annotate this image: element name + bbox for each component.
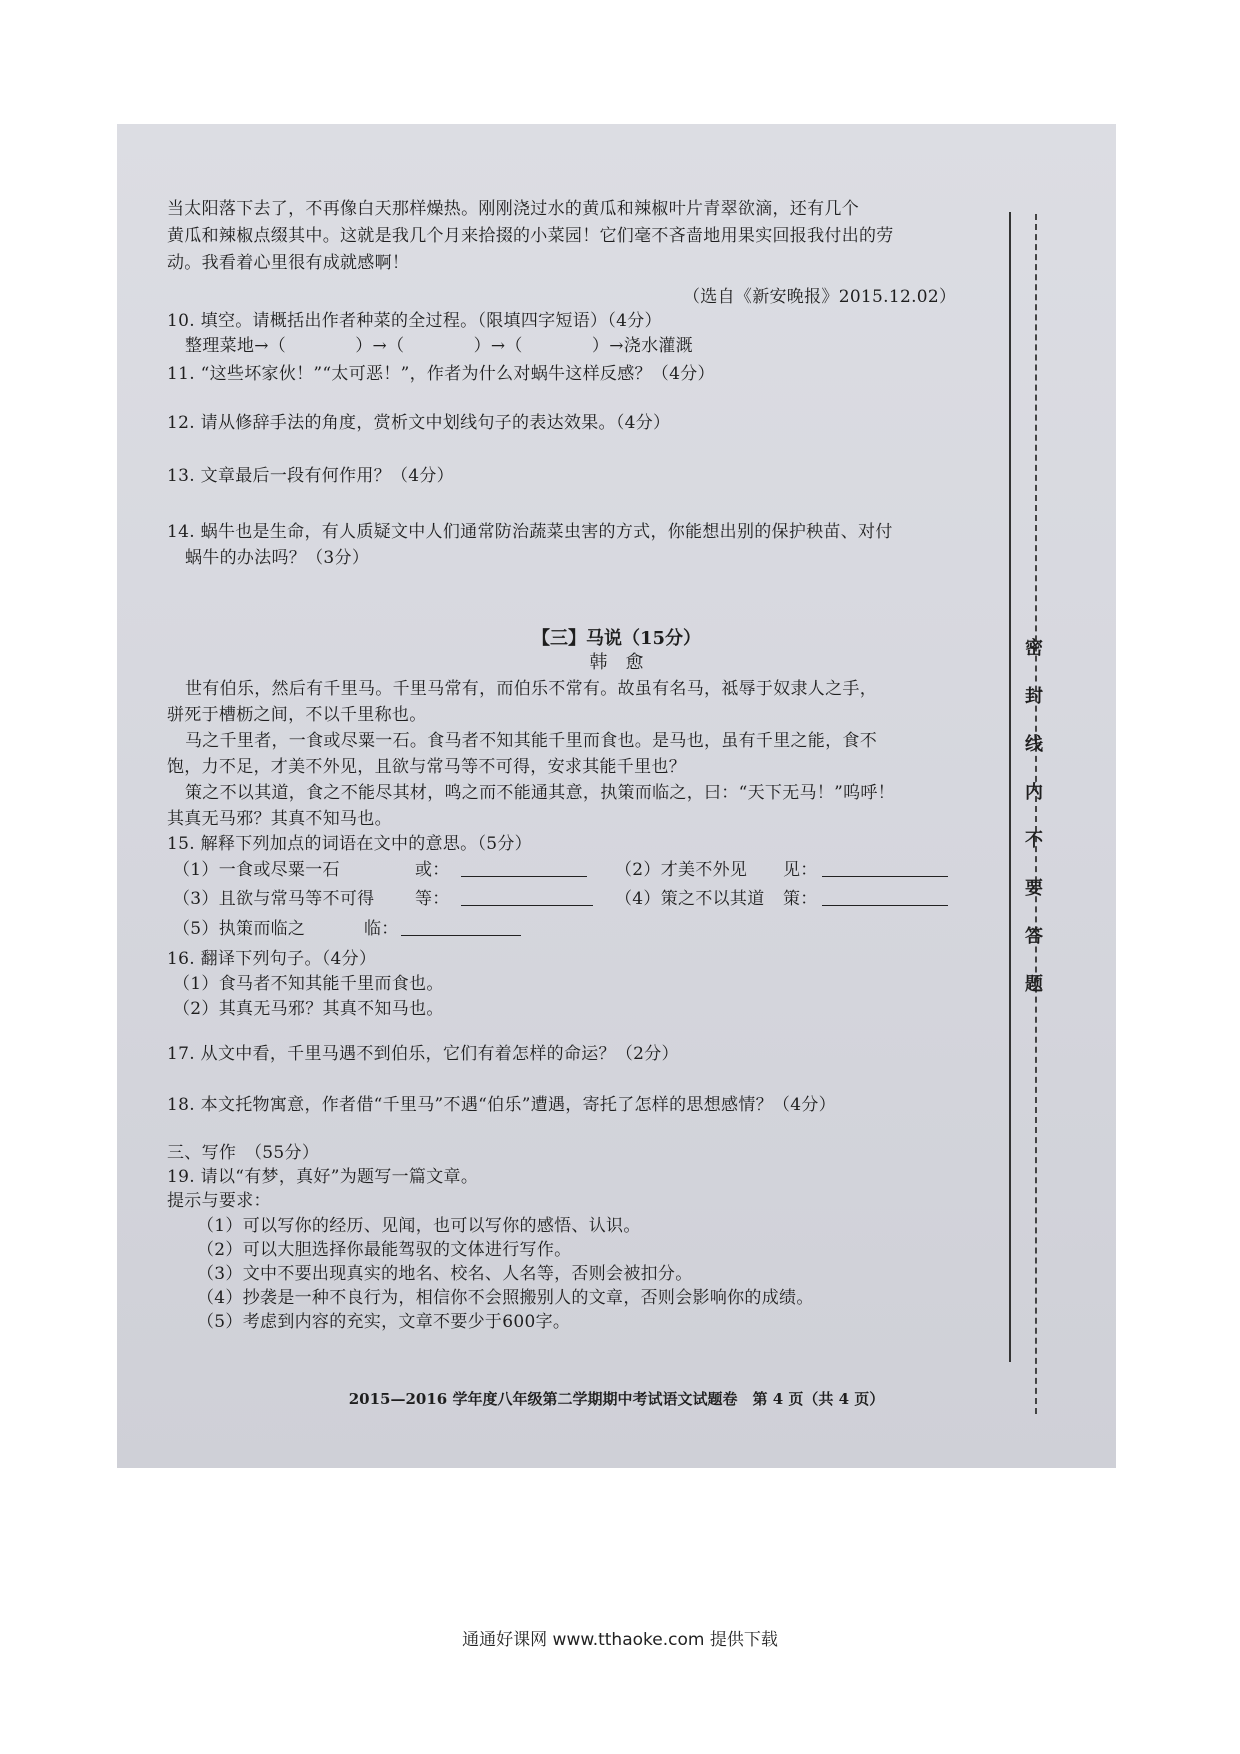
question-10-chain: 整理菜地→（ ）→（ ）→（ ）→浇水灌溉 xyxy=(185,336,693,356)
q15-item-4-word: 策： xyxy=(783,889,818,909)
seal-char: 封 xyxy=(1025,686,1043,707)
question-17: 17. 从文中看，千里马遇不到伯乐，它们有着怎样的命运？（2分） xyxy=(167,1044,679,1064)
mashuo-line-1: 世有伯乐，然后有千里马。千里马常有，而伯乐不常有。故虽有名马，祗辱于奴隶人之手， xyxy=(185,679,877,699)
seal-char: 线 xyxy=(1025,734,1043,755)
mashuo-line-3: 马之千里者，一食或尽粟一石。食马者不知其能千里而食也。是马也，虽有千里之能，食不 xyxy=(185,731,877,751)
q15-item-2-word: 见： xyxy=(783,860,818,880)
section-3-title: 【三】马说（15分） xyxy=(531,628,702,649)
question-18: 18. 本文托物寓意，作者借“千里马”不遇“伯乐”遭遇，寄托了怎样的思想感情？（4分） xyxy=(167,1095,836,1115)
scanned-exam-page xyxy=(117,124,1116,1468)
mashuo-line-4: 饱，力不足，才美不外见，且欲与常马等不可得，安求其能千里也？ xyxy=(167,757,686,777)
writing-req-5: （5）考虑到内容的充实，文章不要少于600字。 xyxy=(197,1312,571,1332)
q15-item-3-phrase: （3）且欲与常马等不可得 xyxy=(173,889,375,909)
q15-item-1-word: 或： xyxy=(415,860,450,880)
source-citation: （选自《新安晚报》2015.12.02） xyxy=(683,287,957,307)
passage-line-3: 动。我看着心里很有成就感啊！ xyxy=(167,253,410,273)
passage-line-1: 当太阳落下去了，不再像白天那样燥热。刚刚浇过水的黄瓜和辣椒叶片青翠欲滴，还有几个 xyxy=(167,199,859,219)
seal-char: 密 xyxy=(1025,638,1043,659)
q15-item-4-phrase: （4）策之不以其道 xyxy=(615,889,765,909)
download-credit: 通通好课网 www.tthaoke.com 提供下载 xyxy=(462,1630,778,1650)
q15-item-1-phrase: （1）一食或尽粟一石 xyxy=(173,860,340,880)
question-11: 11. “这些坏家伙！”“太可恶！”，作者为什么对蜗牛这样反感？（4分） xyxy=(167,364,715,384)
seal-char: 题 xyxy=(1025,974,1043,995)
q16-item-1: （1）食马者不知其能千里而食也。 xyxy=(173,974,444,994)
question-14-line-1: 14. 蜗牛也是生命，有人质疑文中人们通常防治蔬菜虫害的方式，你能想出别的保护秧苗、对付 xyxy=(167,522,893,542)
seal-char: 答 xyxy=(1025,926,1043,947)
q15-item-5-blank[interactable] xyxy=(401,935,521,936)
writing-req-3: （3）文中不要出现真实的地名、校名、人名等，否则会被扣分。 xyxy=(197,1264,693,1284)
q15-item-2-phrase: （2）才美不外见 xyxy=(615,860,748,880)
question-19: 19. 请以“有梦，真好”为题写一篇文章。 xyxy=(167,1167,479,1187)
q15-item-2-blank[interactable] xyxy=(822,876,948,877)
writing-heading: 三、写作 （55分） xyxy=(167,1143,320,1163)
writing-req-2: （2）可以大胆选择你最能驾驭的文体进行写作。 xyxy=(197,1240,572,1260)
q16-item-2: （2）其真无马邪？其真不知马也。 xyxy=(173,999,444,1019)
q15-item-5-phrase: （5）执策而临之 xyxy=(173,919,306,939)
mashuo-line-5: 策之不以其道，食之不能尽其材，鸣之而不能通其意，执策而临之，曰：“天下无马！”呜呼！ xyxy=(185,783,895,803)
seal-char: 要 xyxy=(1025,878,1043,899)
q15-item-3-word: 等： xyxy=(415,889,450,909)
q15-item-1-blank[interactable] xyxy=(461,876,587,877)
mashuo-line-2: 骈死于槽枥之间，不以千里称也。 xyxy=(167,705,427,725)
question-16: 16. 翻译下列句子。（4分） xyxy=(167,949,377,969)
q15-item-3-blank[interactable] xyxy=(461,905,593,906)
section-3-author: 韩 愈 xyxy=(589,652,644,673)
writing-req-4: （4）抄袭是一种不良行为，相信你不会照搬别人的文章，否则会影响你的成绩。 xyxy=(197,1288,814,1308)
question-14-line-2: 蜗牛的办法吗？（3分） xyxy=(185,548,370,568)
seal-solid-line xyxy=(1009,212,1011,1362)
question-13: 13. 文章最后一段有何作用？（4分） xyxy=(167,466,454,486)
seal-notice xyxy=(1022,636,1046,1020)
passage-line-2: 黄瓜和辣椒点缀其中。这就是我几个月来拾掇的小菜园！它们毫不吝啬地用果实回报我付出的劳 xyxy=(167,226,894,246)
question-15: 15. 解释下列加点的词语在文中的意思。（5分） xyxy=(167,834,532,854)
question-10: 10. 填空。请概括出作者种菜的全过程。（限填四字短语）（4分） xyxy=(167,311,662,331)
mashuo-line-6: 其真无马邪？其真不知马也。 xyxy=(167,809,392,829)
q15-item-5-word: 临： xyxy=(364,919,399,939)
writing-req-1: （1）可以写你的经历、见闻，也可以写你的感悟、认识。 xyxy=(197,1216,641,1236)
writing-hint: 提示与要求： xyxy=(167,1191,271,1211)
question-12: 12. 请从修辞手法的角度，赏析文中划线句子的表达效果。（4分） xyxy=(167,413,671,433)
seal-char: 不 xyxy=(1025,830,1043,851)
q15-item-4-blank[interactable] xyxy=(822,905,948,906)
exam-page-footer: 2015—2016 学年度八年级第二学期期中考试语文试题卷 第 4 页（共 4 页） xyxy=(348,1390,885,1408)
seal-char: 内 xyxy=(1025,782,1043,803)
